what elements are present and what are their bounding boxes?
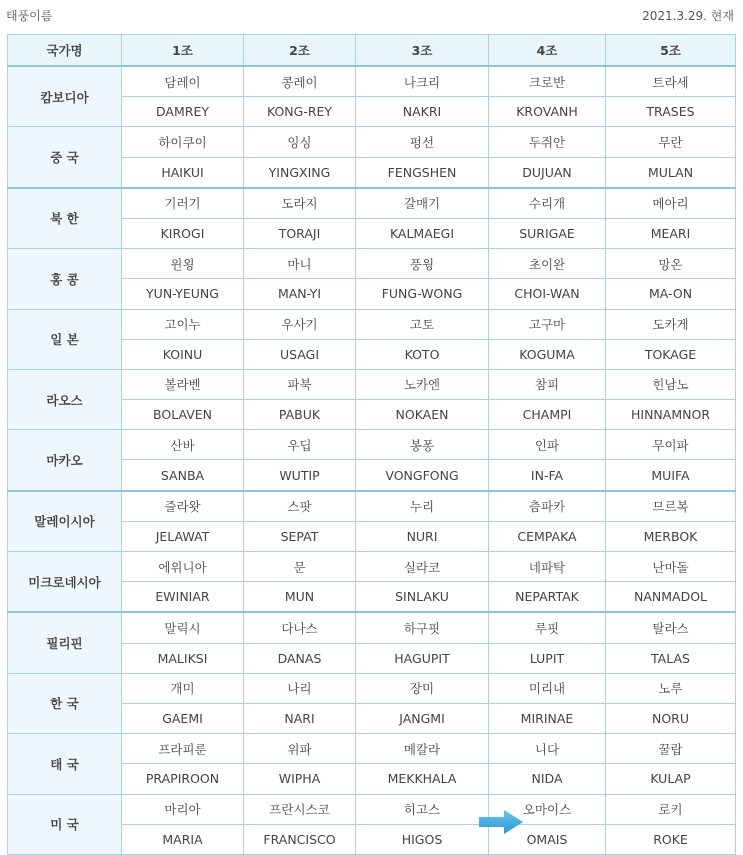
- typhoon-name-korean: 즐라왓: [122, 491, 244, 522]
- typhoon-name-english: MUIFA: [606, 460, 736, 491]
- typhoon-name-korean: 프란시스코: [244, 794, 356, 824]
- typhoon-name-english: SEPAT: [244, 521, 356, 551]
- table-row: [8, 188, 736, 219]
- typhoon-name-english: PABUK: [244, 400, 356, 430]
- typhoon-name-english: TOKAGE: [606, 339, 736, 369]
- table-row: [8, 673, 736, 703]
- typhoon-name-korean: 로키: [606, 794, 736, 824]
- typhoon-name-korean: 우딥: [244, 430, 356, 460]
- typhoon-name-english: MUN: [244, 582, 356, 613]
- typhoon-name-korean: 미리내: [489, 673, 606, 703]
- typhoon-name-korean: 초이완: [489, 249, 606, 279]
- country-name: 미 국: [8, 794, 122, 854]
- typhoon-name-korean: 풍웡: [356, 249, 489, 279]
- typhoon-name-korean: 오마이스: [489, 794, 606, 824]
- country-name: 캄보디아: [8, 66, 122, 127]
- table-row: [8, 66, 736, 97]
- typhoon-name-english: SURIGAE: [489, 218, 606, 248]
- table-row: [8, 127, 736, 157]
- table-row: [8, 249, 736, 279]
- typhoon-name-korean: 노카엔: [356, 369, 489, 399]
- typhoon-name-english: KOTO: [356, 339, 489, 369]
- typhoon-name-korean: 니다: [489, 734, 606, 764]
- typhoon-name-english: FENGSHEN: [356, 157, 489, 188]
- typhoon-name-korean: 고구마: [489, 309, 606, 339]
- table-row: [8, 794, 736, 824]
- typhoon-name-english: CHAMPI: [489, 400, 606, 430]
- typhoon-name-english: MA-ON: [606, 279, 736, 309]
- typhoon-name-korean: 노루: [606, 673, 736, 703]
- typhoon-name-english: TRASES: [606, 97, 736, 127]
- typhoon-name-english: BOLAVEN: [122, 400, 244, 430]
- typhoon-name-english: DUJUAN: [489, 157, 606, 188]
- typhoon-name-english: YUN-YEUNG: [122, 279, 244, 309]
- typhoon-name-korean: 히고스: [356, 794, 489, 824]
- typhoon-name-english: HAIKUI: [122, 157, 244, 188]
- typhoon-name-korean: 펑선: [356, 127, 489, 157]
- typhoon-name-korean: 우사기: [244, 309, 356, 339]
- typhoon-name-korean: 담레이: [122, 66, 244, 97]
- country-name: 중 국: [8, 127, 122, 188]
- country-name: 홍 콩: [8, 249, 122, 309]
- typhoon-names-table: [7, 34, 736, 855]
- typhoon-name-english: MEKKHALA: [356, 764, 489, 794]
- typhoon-name-english: DANAS: [244, 643, 356, 673]
- typhoon-name-korean: 스팟: [244, 491, 356, 522]
- typhoon-name-korean: 문: [244, 552, 356, 582]
- country-name: 북 한: [8, 188, 122, 249]
- table-row: [8, 430, 736, 460]
- typhoon-name-korean: 장미: [356, 673, 489, 703]
- typhoon-name-korean: 루핏: [489, 612, 606, 643]
- typhoon-name-english: NURI: [356, 521, 489, 551]
- typhoon-name-korean: 츰파카: [489, 491, 606, 522]
- typhoon-name-korean: 힌남노: [606, 369, 736, 399]
- typhoon-name-korean: 도카게: [606, 309, 736, 339]
- typhoon-name-english: MEARI: [606, 218, 736, 248]
- typhoon-name-english: MAN-YI: [244, 279, 356, 309]
- typhoon-name-korean: 난마돌: [606, 552, 736, 582]
- typhoon-name-korean: 산바: [122, 430, 244, 460]
- typhoon-name-english: JELAWAT: [122, 521, 244, 551]
- typhoon-name-english: WIPHA: [244, 764, 356, 794]
- typhoon-name-korean: 나크리: [356, 66, 489, 97]
- typhoon-name-korean: 파북: [244, 369, 356, 399]
- typhoon-name-english: HAGUPIT: [356, 643, 489, 673]
- typhoon-name-english: DAMREY: [122, 97, 244, 127]
- as-of-date: 2021.3.29. 현재: [642, 9, 734, 23]
- typhoon-name-english: CHOI-WAN: [489, 279, 606, 309]
- typhoon-name-korean: 봉퐁: [356, 430, 489, 460]
- typhoon-name-english: KOGUMA: [489, 339, 606, 369]
- typhoon-name-korean: 갈매기: [356, 188, 489, 219]
- page-title: 태풍이름: [6, 9, 53, 23]
- typhoon-name-korean: 하구핏: [356, 612, 489, 643]
- typhoon-name-english: TALAS: [606, 643, 736, 673]
- typhoon-name-english: NANMADOL: [606, 582, 736, 613]
- typhoon-name-english: NAKRI: [356, 97, 489, 127]
- typhoon-name-english: YINGXING: [244, 157, 356, 188]
- typhoon-name-korean: 망온: [606, 249, 736, 279]
- table-row: [8, 309, 736, 339]
- typhoon-name-korean: 잉싱: [244, 127, 356, 157]
- typhoon-name-korean: 고토: [356, 309, 489, 339]
- table-row: [8, 612, 736, 643]
- typhoon-name-english: KOINU: [122, 339, 244, 369]
- column-header-group-2: 2조: [244, 35, 356, 67]
- typhoon-name-english: CEMPAKA: [489, 521, 606, 551]
- typhoon-name-english: MARIA: [122, 824, 244, 854]
- typhoon-name-english: EWINIAR: [122, 582, 244, 613]
- typhoon-name-english: HINNAMNOR: [606, 400, 736, 430]
- country-name: 라오스: [8, 369, 122, 429]
- typhoon-name-korean: 프라피룬: [122, 734, 244, 764]
- typhoon-name-korean: 크로반: [489, 66, 606, 97]
- typhoon-name-korean: 말릭시: [122, 612, 244, 643]
- typhoon-name-korean: 볼라벤: [122, 369, 244, 399]
- typhoon-name-korean: 콩레이: [244, 66, 356, 97]
- column-header-group-1: 1조: [122, 35, 244, 67]
- typhoon-name-korean: 꿀랍: [606, 734, 736, 764]
- typhoon-name-english: MALIKSI: [122, 643, 244, 673]
- typhoon-name-korean: 실라코: [356, 552, 489, 582]
- typhoon-name-korean: 에위니아: [122, 552, 244, 582]
- column-header-group-3: 3조: [356, 35, 489, 67]
- typhoon-name-english: TORAJI: [244, 218, 356, 248]
- typhoon-name-english: VONGFONG: [356, 460, 489, 491]
- typhoon-name-english: GAEMI: [122, 703, 244, 733]
- typhoon-name-english: KROVANH: [489, 97, 606, 127]
- table-row: [8, 491, 736, 522]
- table-row: [8, 734, 736, 764]
- typhoon-name-english: FRANCISCO: [244, 824, 356, 854]
- typhoon-name-english: SINLAKU: [356, 582, 489, 613]
- country-name: 일 본: [8, 309, 122, 369]
- typhoon-name-korean: 누리: [356, 491, 489, 522]
- typhoon-name-korean: 하이쿠이: [122, 127, 244, 157]
- typhoon-name-english: JANGMI: [356, 703, 489, 733]
- table-row: [8, 552, 736, 582]
- column-header-group-4: 4조: [489, 35, 606, 67]
- typhoon-name-english: IN-FA: [489, 460, 606, 491]
- typhoon-name-korean: 윈욍: [122, 249, 244, 279]
- typhoon-name-korean: 무이파: [606, 430, 736, 460]
- typhoon-name-korean: 탈라스: [606, 612, 736, 643]
- typhoon-name-korean: 위파: [244, 734, 356, 764]
- typhoon-name-english: MIRINAE: [489, 703, 606, 733]
- typhoon-name-english: MULAN: [606, 157, 736, 188]
- typhoon-name-korean: 도라지: [244, 188, 356, 219]
- typhoon-name-english: NARI: [244, 703, 356, 733]
- typhoon-name-english: LUPIT: [489, 643, 606, 673]
- country-name: 말레이시아: [8, 491, 122, 552]
- typhoon-name-korean: 기러기: [122, 188, 244, 219]
- country-name: 한 국: [8, 673, 122, 733]
- typhoon-name-english: USAGI: [244, 339, 356, 369]
- typhoon-name-english: WUTIP: [244, 460, 356, 491]
- typhoon-name-english: MERBOK: [606, 521, 736, 551]
- typhoon-name-english: SANBA: [122, 460, 244, 491]
- table-row: [8, 369, 736, 399]
- typhoon-name-korean: 므르복: [606, 491, 736, 522]
- country-name: 태 국: [8, 734, 122, 794]
- typhoon-name-korean: 마니: [244, 249, 356, 279]
- typhoon-name-english: KONG-REY: [244, 97, 356, 127]
- typhoon-name-korean: 메칼라: [356, 734, 489, 764]
- typhoon-name-korean: 트라세: [606, 66, 736, 97]
- country-name: 미크로네시아: [8, 552, 122, 613]
- typhoon-name-english: NEPARTAK: [489, 582, 606, 613]
- top-bar: [0, 0, 743, 30]
- typhoon-name-korean: 인파: [489, 430, 606, 460]
- typhoon-name-korean: 두쥐안: [489, 127, 606, 157]
- typhoon-name-korean: 무란: [606, 127, 736, 157]
- typhoon-name-english: NORU: [606, 703, 736, 733]
- table-body: [8, 66, 736, 854]
- country-name: 필리핀: [8, 612, 122, 673]
- typhoon-name-korean: 개미: [122, 673, 244, 703]
- typhoon-name-korean: 네파탁: [489, 552, 606, 582]
- typhoon-name-korean: 수리개: [489, 188, 606, 219]
- typhoon-name-korean: 마리아: [122, 794, 244, 824]
- right-arrow-icon: [478, 808, 524, 836]
- country-name: 마카오: [8, 430, 122, 491]
- typhoon-name-english: OMAIS: [489, 824, 606, 854]
- table-header-row: [8, 35, 736, 67]
- typhoon-name-english: KIROGI: [122, 218, 244, 248]
- typhoon-name-english: PRAPIROON: [122, 764, 244, 794]
- typhoon-name-korean: 메아리: [606, 188, 736, 219]
- typhoon-name-english: KULAP: [606, 764, 736, 794]
- typhoon-name-english: KALMAEGI: [356, 218, 489, 248]
- typhoon-name-english: NOKAEN: [356, 400, 489, 430]
- typhoon-name-korean: 다나스: [244, 612, 356, 643]
- typhoon-name-english: NIDA: [489, 764, 606, 794]
- typhoon-name-korean: 나리: [244, 673, 356, 703]
- column-header-group-5: 5조: [606, 35, 736, 67]
- typhoon-name-korean: 참피: [489, 369, 606, 399]
- typhoon-name-english: ROKE: [606, 824, 736, 854]
- typhoon-name-korean: 고이누: [122, 309, 244, 339]
- column-header-country: 국가명: [8, 35, 122, 67]
- typhoon-name-english: HIGOS: [356, 824, 489, 854]
- typhoon-name-english: FUNG-WONG: [356, 279, 489, 309]
